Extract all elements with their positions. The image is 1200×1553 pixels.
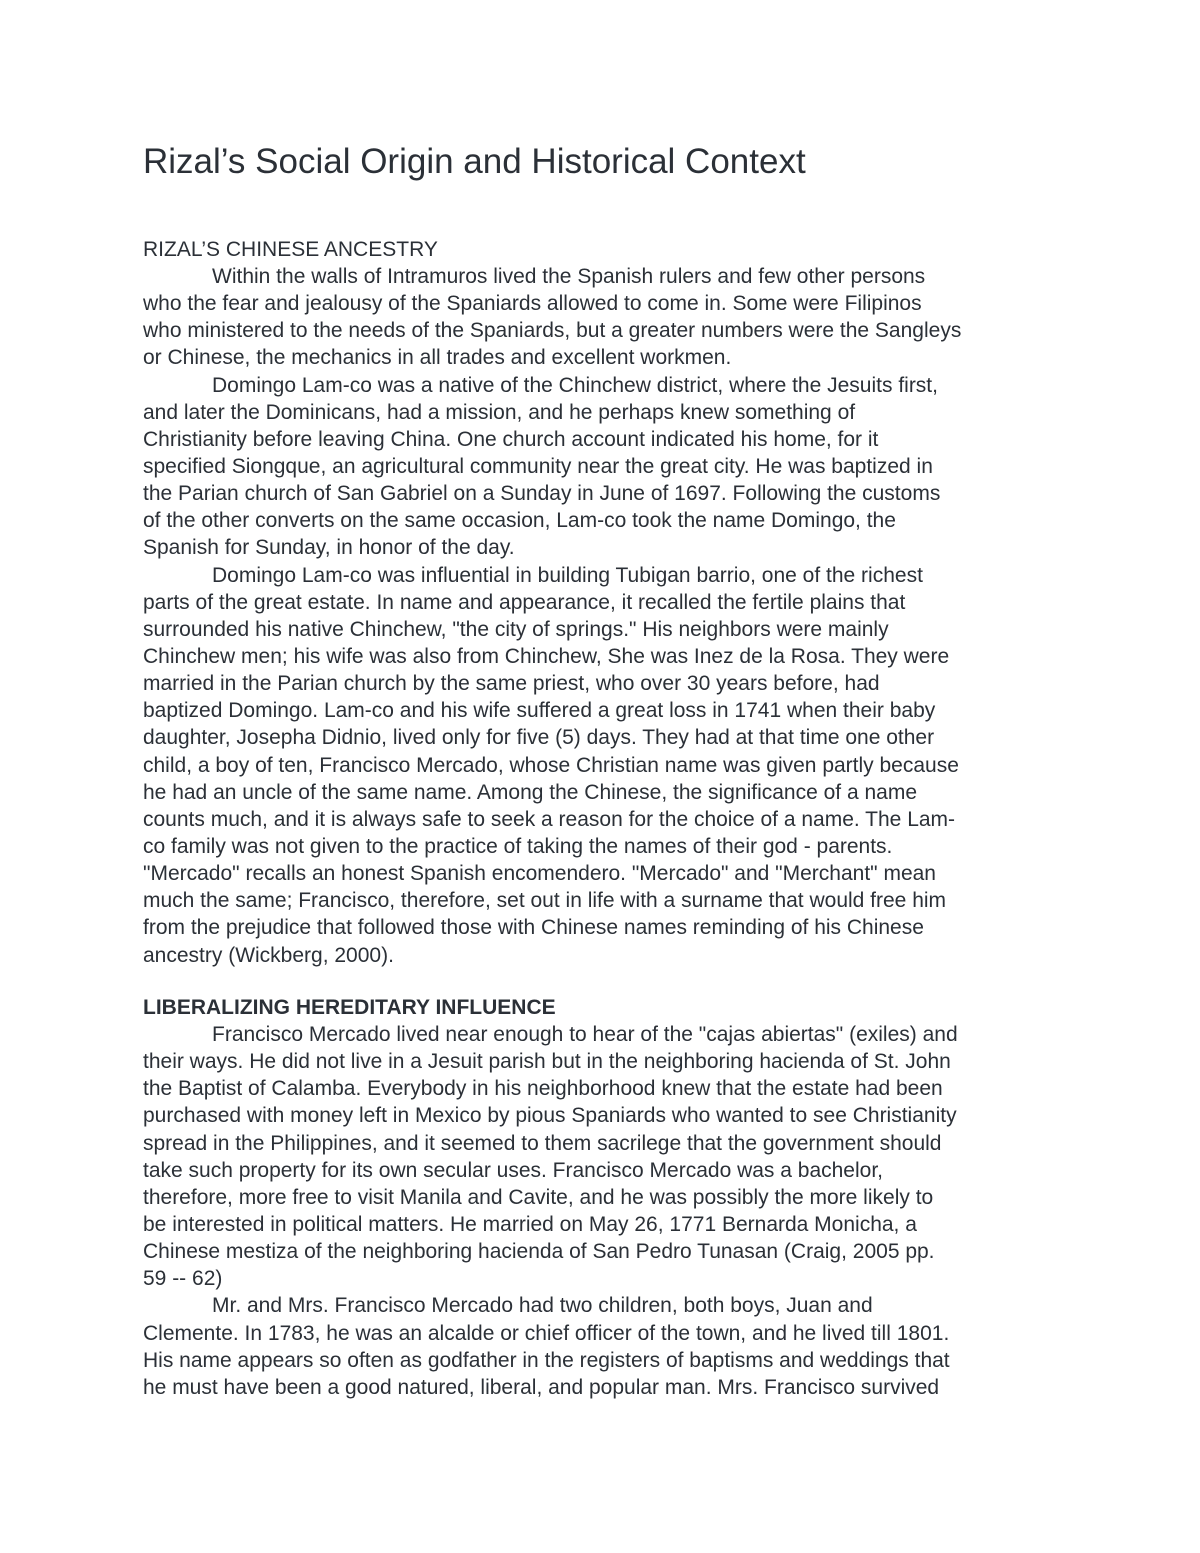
paragraph-line: co family was not given to the practice of taking the names of their god - parents.	[143, 834, 893, 858]
section-liberalizing-hereditary-influence	[143, 994, 1083, 1401]
paragraph-line: Domingo Lam-co was influential in building Tubigan barrio, one of the richest	[212, 563, 923, 587]
paragraph-line: he had an uncle of the same name. Among the Chinese, the significance of a name	[143, 780, 917, 804]
paragraph-line: purchased with money left in Mexico by pious Spaniards who wanted to see Christianity	[143, 1104, 957, 1128]
paragraph-line: much the same; Francisco, therefore, set out in life with a surname that would free him	[143, 889, 947, 913]
paragraph-line: their ways. He did not live in a Jesuit parish but in the neighboring hacienda of St. John	[143, 1050, 951, 1074]
document-title: Rizal’s Social Origin and Historical Context	[143, 142, 806, 181]
paragraph-line: he must have been a good natured, liberal, and popular man. Mrs. Francisco survived	[143, 1375, 940, 1399]
paragraph-line: be interested in political matters. He married on May 26, 1771 Bernarda Monicha, a	[143, 1212, 917, 1236]
paragraph-line: take such property for its own secular uses. Francisco Mercado was a bachelor,	[143, 1158, 884, 1182]
paragraph-line: married in the Parian church by the same priest, who over 30 years before, had	[143, 672, 880, 696]
paragraph-line: the Baptist of Calamba. Everybody in his neighborhood knew that the estate had been	[143, 1077, 943, 1101]
paragraph-line: Spanish for Sunday, in honor of the day.	[143, 536, 515, 560]
paragraph-line: child, a boy of ten, Francisco Mercado, whose Christian name was given partly because	[143, 753, 959, 777]
paragraph-line: daughter, Josepha Didnio, lived only for five (5) days. They had at that time one other	[143, 726, 935, 750]
section-body	[143, 263, 1083, 969]
paragraph-line: parts of the great estate. In name and appearance, it recalled the fertile plains that	[143, 590, 906, 614]
paragraph-line: who ministered to the needs of the Spaniards, but a greater numbers were the Sangleys	[143, 319, 962, 343]
paragraph-line: baptized Domingo. Lam-co and his wife suffered a great loss in 1741 when their baby	[143, 699, 936, 723]
paragraph-line: specified Siongque, an agricultural community near the great city. He was baptized in	[143, 454, 933, 478]
paragraph-line: Francisco Mercado lived near enough to hear of the "cajas abiertas" (exiles) and	[212, 1023, 958, 1046]
paragraph-line: the Parian church of San Gabriel on a Sunday in June of 1697. Following the customs	[143, 482, 941, 506]
paragraph-line: ancestry (Wickberg, 2000).	[143, 943, 394, 967]
paragraph-line: of the other converts on the same occasion, Lam-co took the name Domingo, the	[143, 509, 896, 533]
paragraph-line: Chinchew men; his wife was also from Chinchew, She was Inez de la Rosa. They were	[143, 644, 950, 668]
section-heading: RIZAL’S CHINESE ANCESTRY	[143, 238, 438, 261]
paragraph-line: Within the walls of Intramuros lived the Spanish rulers and few other persons	[212, 265, 926, 288]
paragraph-line: and later the Dominicans, had a mission, and he perhaps knew something of	[143, 400, 856, 424]
paragraph-line: His name appears so often as godfather in the registers of baptisms and weddings that	[143, 1348, 950, 1372]
paragraph-line: Mr. and Mrs. Francisco Mercado had two children, both boys, Juan and	[212, 1294, 873, 1318]
paragraph-line: or Chinese, the mechanics in all trades and excellent workmen.	[143, 346, 732, 370]
paragraph-line: Domingo Lam-co was a native of the Chinchew district, where the Jesuits first,	[212, 373, 938, 397]
paragraph-line: "Mercado" recalls an honest Spanish encomendero. "Mercado" and "Merchant" mean	[143, 862, 936, 886]
paragraph-line: surrounded his native Chinchew, "the city of springs." His neighbors were mainly	[143, 617, 889, 641]
paragraph-line: Christianity before leaving China. One church account indicated his home, for it	[143, 427, 879, 451]
paragraph-line: who the fear and jealousy of the Spaniards allowed to come in. Some were Filipinos	[143, 292, 922, 316]
paragraph-line: spread in the Philippines, and it seemed to them sacrilege that the government should	[143, 1131, 942, 1155]
section-heading: LIBERALIZING HEREDITARY INFLUENCE	[143, 996, 556, 1019]
paragraph-line: 59 -- 62)	[143, 1267, 223, 1291]
paragraph-line: from the prejudice that followed those with Chinese names reminding of his Chinese	[143, 916, 924, 940]
paragraph-line: therefore, more free to visit Manila and Cavite, and he was possibly the more likely to	[143, 1185, 934, 1209]
section-body	[143, 1021, 1083, 1401]
section-chinese-ancestry	[143, 236, 1083, 969]
paragraph-line: counts much, and it is always safe to seek a reason for the choice of a name. The Lam-	[143, 807, 956, 831]
paragraph-line: Clemente. In 1783, he was an alcalde or chief officer of the town, and he lived till 1801.	[143, 1321, 950, 1345]
paragraph-line: Chinese mestiza of the neighboring hacienda of San Pedro Tunasan (Craig, 2005 pp.	[143, 1240, 935, 1264]
